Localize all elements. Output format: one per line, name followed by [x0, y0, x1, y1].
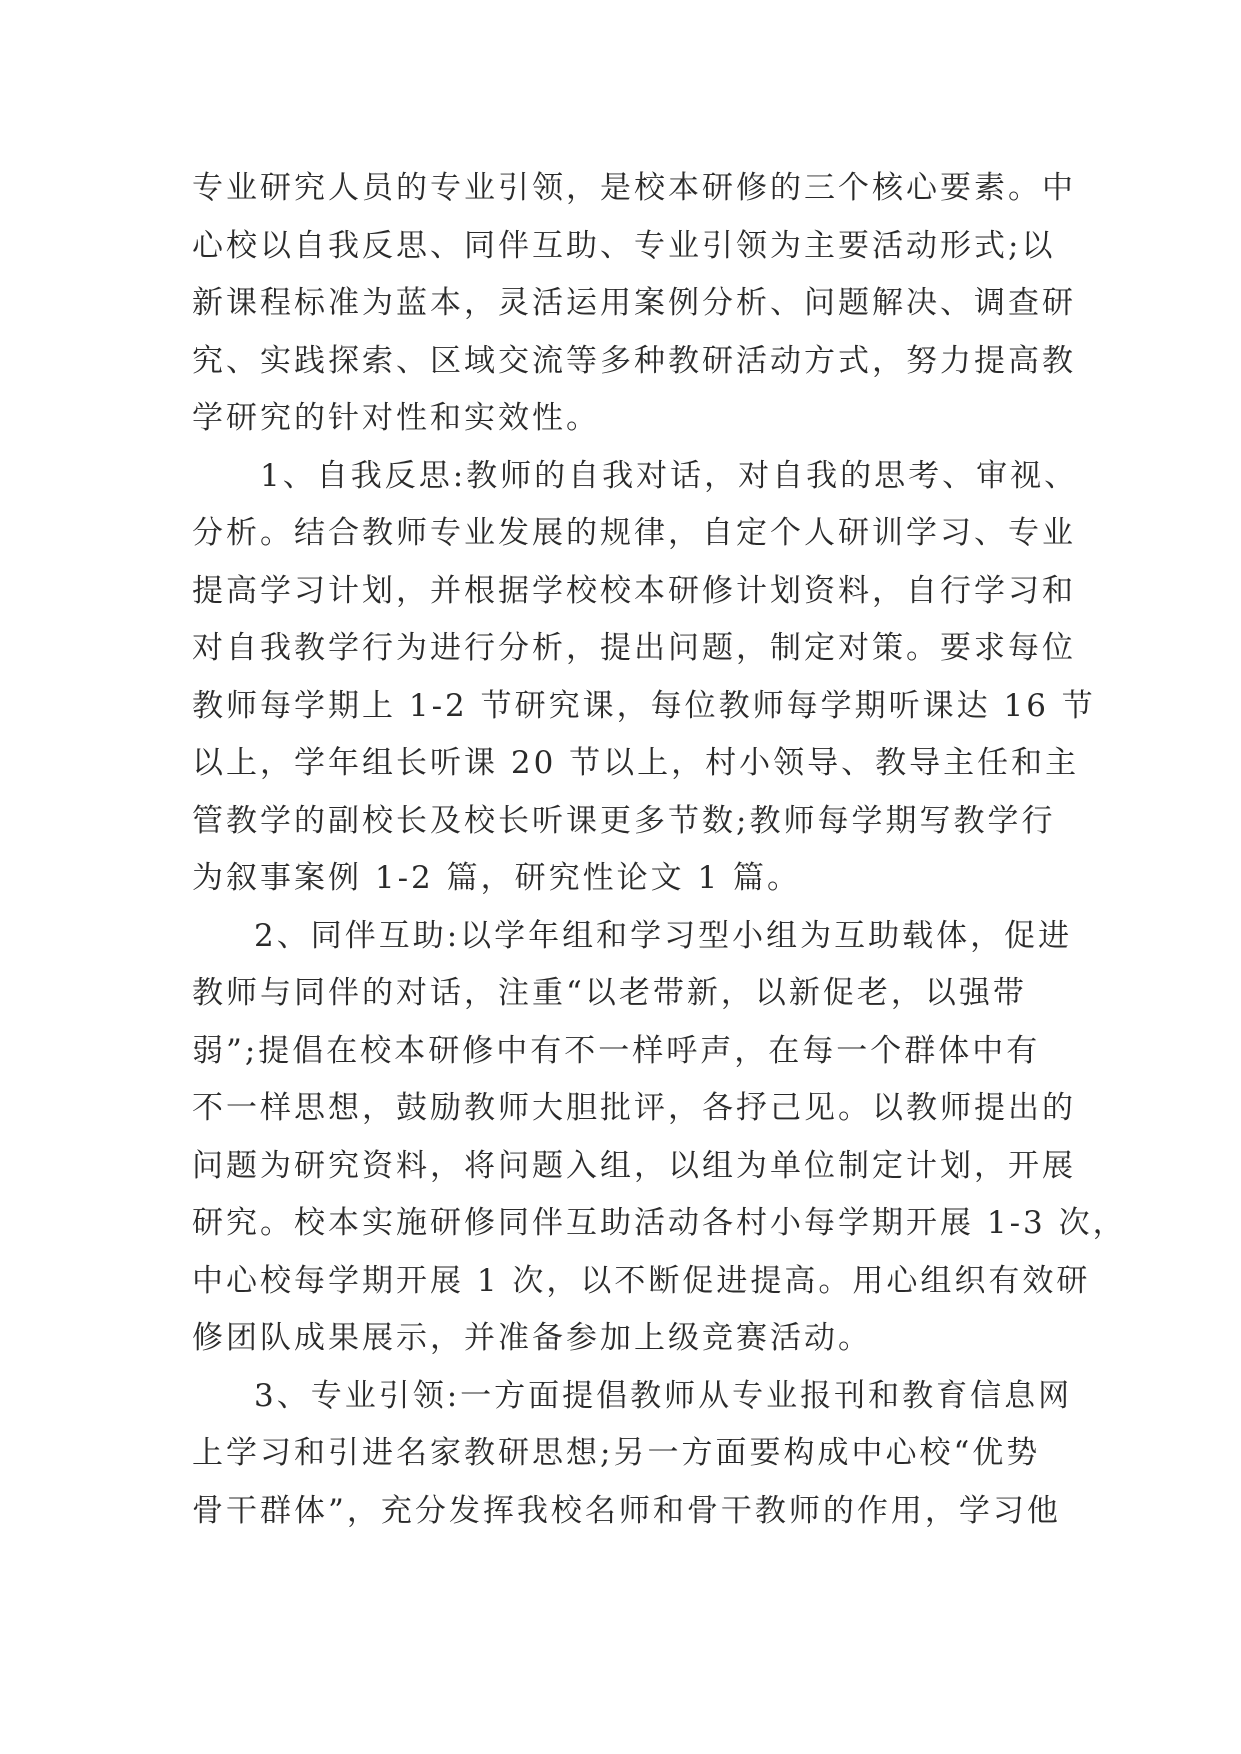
text-line: 研究。校本实施研修同伴互助活动各村小每学期开展 1-3 次， [192, 1205, 1127, 1241]
document-body [192, 160, 1127, 1540]
text-line: 心校以自我反思、同伴互助、专业引领为主要活动形式;以 [192, 227, 1056, 264]
paragraph-2-start: 2、同伴互助:以学年组和学习型小组为互助载体，促进 [254, 917, 1073, 954]
text-line: 教师与同伴的对话，注重“以老带新，以新促老，以强带 [192, 975, 1027, 1011]
text-line: 对自我教学行为进行分析，提出问题，制定对策。要求每位 [192, 630, 1076, 666]
text-line: 提高学习计划，并根据学校校本研修计划资料，自行学习和 [192, 572, 1076, 609]
text-line: 修团队成果展示，并准备参加上级竞赛活动。 [192, 1320, 872, 1356]
text-line: 学研究的针对性和实效性。 [192, 400, 600, 436]
text-line: 骨干群体”，充分发挥我校名师和骨干教师的作用，学习他 [192, 1492, 1061, 1529]
text-line: 不一样思想，鼓励教师大胆批评，各抒己见。以教师提出的 [192, 1090, 1076, 1126]
text-line: 弱”;提倡在校本研修中有不一样呼声，在每一个群体中有 [192, 1032, 1041, 1069]
text-line: 专业研究人员的专业引领，是校本研修的三个核心要素。中 [192, 170, 1076, 206]
text-line: 教师每学期上 1-2 节研究课，每位教师每学期听课达 16 节 [192, 687, 1096, 724]
text-line: 新课程标准为蓝本，灵活运用案例分析、问题解决、调查研 [192, 285, 1076, 321]
text-line: 问题为研究资料，将问题入组，以组为单位制定计划，开展 [192, 1147, 1076, 1184]
text-line: 究、实践探索、区域交流等多种教研活动方式，努力提高教 [192, 342, 1076, 379]
text-line: 为叙事案例 1-2 篇，研究性论文 1 篇。 [192, 860, 802, 896]
text-line: 以上，学年组长听课 20 节以上，村小领导、教导主任和主 [192, 745, 1080, 781]
text-line: 中心校每学期开展 1 次，以不断促进提高。用心组织有效研 [192, 1262, 1091, 1299]
paragraph-1-start: 1、自我反思:教师的自我对话，对自我的思考、审视、 [260, 457, 1079, 494]
paragraph-3-start: 3、专业引领:一方面提倡教师从专业报刊和教育信息网 [254, 1377, 1073, 1414]
text-line: 分析。结合教师专业发展的规律，自定个人研训学习、专业 [192, 515, 1076, 551]
text-line: 管教学的副校长及校长听课更多节数;教师每学期写教学行 [192, 802, 1056, 839]
text-line: 上学习和引进名家教研思想;另一方面要构成中心校“优势 [192, 1435, 1041, 1471]
